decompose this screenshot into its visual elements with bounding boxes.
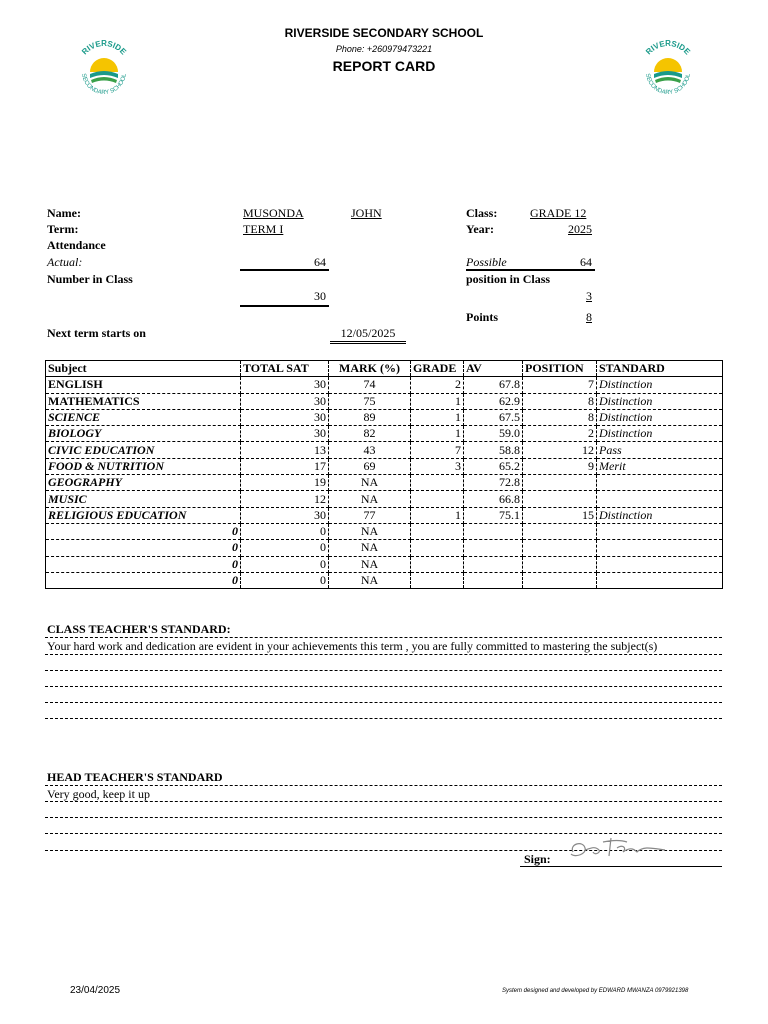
- table-cell: NA: [329, 491, 411, 507]
- number-in-class-label: Number in Class: [47, 272, 133, 286]
- student-surname: MUSONDA: [243, 206, 304, 220]
- table-cell: 67.8: [464, 377, 523, 393]
- table-cell: 59.0: [464, 426, 523, 442]
- school-phone: Phone: +260979473221: [335, 44, 433, 54]
- svg-text:RIVERSIDE: RIVERSIDE: [80, 39, 128, 57]
- footer-credit: System designed and developed by EDWARD MWANZA 0979921398: [502, 988, 689, 994]
- column-header: Subject: [46, 361, 241, 377]
- next-term-label: Next term starts on: [47, 326, 146, 340]
- points-value: 8: [586, 310, 592, 324]
- attendance-label: Attendance: [47, 238, 106, 252]
- table-cell: 7: [523, 377, 597, 393]
- svg-text:RIVERSIDE: RIVERSIDE: [644, 39, 692, 57]
- table-cell: 8: [523, 393, 597, 409]
- possible-label: Possible: [466, 255, 507, 269]
- table-cell: [523, 475, 597, 491]
- year-label: Year:: [466, 222, 494, 236]
- table-cell: [597, 523, 723, 539]
- table-cell: 43: [329, 442, 411, 458]
- position-in-class-label: position in Class: [466, 272, 551, 286]
- table-cell: CIVIC EDUCATION: [46, 442, 241, 458]
- footer-date: 23/04/2025: [70, 985, 121, 996]
- table-cell: 9: [523, 458, 597, 474]
- table-cell: RELIGIOUS EDUCATION: [46, 507, 241, 523]
- table-row: [46, 540, 723, 556]
- table-cell: 19: [241, 475, 329, 491]
- actual-value: 64: [314, 255, 326, 269]
- table-cell: 0: [46, 523, 241, 539]
- table-cell: [523, 556, 597, 572]
- table-cell: [411, 491, 464, 507]
- table-cell: [597, 491, 723, 507]
- table-row: [46, 475, 723, 491]
- table-cell: FOOD & NUTRITION: [46, 458, 241, 474]
- table-cell: [523, 540, 597, 556]
- head-teacher-comment: Very good, keep it up: [47, 787, 150, 801]
- table-cell: 30: [241, 409, 329, 425]
- school-logo-left: [72, 38, 136, 102]
- table-cell: 30: [241, 507, 329, 523]
- table-cell: 0: [241, 540, 329, 556]
- column-header: GRADE: [411, 361, 464, 377]
- year-value: 2025: [568, 222, 592, 236]
- table-row: [46, 458, 723, 474]
- table-cell: [411, 540, 464, 556]
- table-cell: Distinction: [597, 426, 723, 442]
- table-cell: [411, 556, 464, 572]
- table-cell: 1: [411, 393, 464, 409]
- table-cell: 65.2: [464, 458, 523, 474]
- table-cell: [597, 475, 723, 491]
- table-cell: 72.8: [464, 475, 523, 491]
- column-header: MARK (%): [329, 361, 411, 377]
- table-cell: NA: [329, 572, 411, 588]
- table-cell: [597, 556, 723, 572]
- table-row: [46, 556, 723, 572]
- table-cell: 17: [241, 458, 329, 474]
- table-cell: 1: [411, 426, 464, 442]
- column-header: AV: [464, 361, 523, 377]
- table-cell: 75.1: [464, 507, 523, 523]
- next-term-date: 12/05/2025: [330, 326, 406, 344]
- possible-value: 64: [580, 255, 592, 269]
- position-in-class-value: 3: [586, 289, 592, 303]
- table-cell: 67.5: [464, 409, 523, 425]
- school-logo-right: [636, 38, 700, 102]
- table-cell: [411, 523, 464, 539]
- class-teacher-comment: Your hard work and dedication are evident in your achievements this term , you are fully committed to mastering the subject(s): [47, 639, 658, 653]
- svg-text:SECONDARY SCHOOL: SECONDARY SCHOOL: [80, 73, 128, 97]
- table-cell: MUSIC: [46, 491, 241, 507]
- name-label: Name:: [47, 206, 81, 220]
- term-value: TERM I: [243, 222, 284, 236]
- table-cell: [464, 523, 523, 539]
- table-cell: 2: [411, 377, 464, 393]
- table-row: [46, 442, 723, 458]
- table-cell: [597, 540, 723, 556]
- table-row: [46, 491, 723, 507]
- table-cell: Merit: [597, 458, 723, 474]
- school-name: RIVERSIDE SECONDARY SCHOOL: [284, 26, 484, 40]
- table-row: [46, 523, 723, 539]
- table-cell: [523, 491, 597, 507]
- column-header: POSITION: [523, 361, 597, 377]
- table-cell: 8: [523, 409, 597, 425]
- table-row: [46, 426, 723, 442]
- table-cell: 89: [329, 409, 411, 425]
- table-cell: Distinction: [597, 377, 723, 393]
- table-cell: Distinction: [597, 393, 723, 409]
- table-cell: 3: [411, 458, 464, 474]
- sign-label: Sign:: [524, 852, 551, 866]
- table-cell: Distinction: [597, 409, 723, 425]
- page-title: REPORT CARD: [332, 58, 436, 74]
- table-cell: NA: [329, 540, 411, 556]
- table-cell: 74: [329, 377, 411, 393]
- table-row: [46, 393, 723, 409]
- table-cell: 0: [46, 556, 241, 572]
- table-cell: [523, 572, 597, 588]
- table-cell: GEOGRAPHY: [46, 475, 241, 491]
- grades-table: [45, 360, 723, 589]
- table-cell: [464, 572, 523, 588]
- table-cell: [464, 540, 523, 556]
- table-row: [46, 409, 723, 425]
- table-cell: 7: [411, 442, 464, 458]
- signature: [565, 834, 675, 862]
- table-cell: 1: [411, 409, 464, 425]
- table-cell: 82: [329, 426, 411, 442]
- table-cell: 0: [46, 540, 241, 556]
- table-cell: 30: [241, 426, 329, 442]
- table-cell: 0: [241, 523, 329, 539]
- table-header-row: [46, 361, 723, 377]
- class-teacher-heading: CLASS TEACHER'S STANDARD:: [47, 622, 231, 636]
- table-cell: 13: [241, 442, 329, 458]
- head-teacher-heading: HEAD TEACHER'S STANDARD: [47, 770, 223, 784]
- table-cell: SCIENCE: [46, 409, 241, 425]
- table-cell: 2: [523, 426, 597, 442]
- table-row: [46, 507, 723, 523]
- table-cell: BIOLOGY: [46, 426, 241, 442]
- column-header: TOTAL SAT: [241, 361, 329, 377]
- table-cell: 0: [46, 572, 241, 588]
- table-cell: Distinction: [597, 507, 723, 523]
- table-cell: [523, 523, 597, 539]
- table-cell: 69: [329, 458, 411, 474]
- student-first-name: JOHN: [351, 206, 382, 220]
- table-cell: [597, 572, 723, 588]
- table-row: [46, 572, 723, 588]
- table-cell: MATHEMATICS: [46, 393, 241, 409]
- table-cell: 0: [241, 556, 329, 572]
- table-cell: 66.8: [464, 491, 523, 507]
- table-cell: 58.8: [464, 442, 523, 458]
- table-cell: [464, 556, 523, 572]
- column-header: STANDARD: [597, 361, 723, 377]
- table-cell: 30: [241, 377, 329, 393]
- table-cell: 75: [329, 393, 411, 409]
- table-cell: 0: [241, 572, 329, 588]
- table-cell: ENGLISH: [46, 377, 241, 393]
- points-label: Points: [466, 310, 499, 324]
- table-cell: 12: [523, 442, 597, 458]
- table-cell: 30: [241, 393, 329, 409]
- table-row: [46, 377, 723, 393]
- class-label: Class:: [466, 206, 498, 220]
- table-cell: 12: [241, 491, 329, 507]
- table-cell: [411, 572, 464, 588]
- class-value: GRADE 12: [530, 206, 587, 220]
- table-cell: [411, 475, 464, 491]
- table-cell: NA: [329, 475, 411, 491]
- table-cell: NA: [329, 523, 411, 539]
- table-cell: 15: [523, 507, 597, 523]
- svg-text:SECONDARY SCHOOL: SECONDARY SCHOOL: [644, 73, 692, 97]
- term-label: Term:: [47, 222, 79, 236]
- number-in-class-value: 30: [314, 289, 326, 303]
- table-cell: 62.9: [464, 393, 523, 409]
- table-cell: Pass: [597, 442, 723, 458]
- table-cell: 77: [329, 507, 411, 523]
- actual-label: Actual:: [47, 255, 83, 269]
- table-cell: NA: [329, 556, 411, 572]
- table-cell: 1: [411, 507, 464, 523]
